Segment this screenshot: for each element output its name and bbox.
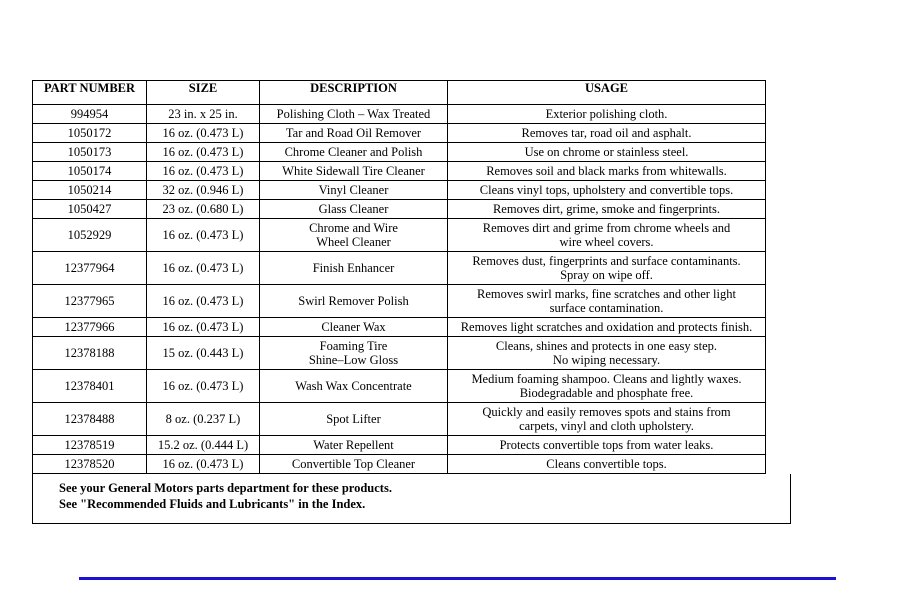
cell-description (260, 200, 448, 219)
cell-part-number: 12378520 (33, 455, 147, 474)
cell-part-number: 1050214 (33, 181, 147, 200)
cell-usage-line: Protects convertible tops from water leaks. (499, 437, 714, 452)
cell-usage (448, 143, 766, 162)
cell-size: 16 oz. (0.473 L) (147, 162, 260, 181)
cell-usage-line: Biodegradable and phosphate free. (519, 386, 694, 400)
cell-part-number: 12378401 (33, 370, 147, 403)
cell-usage (448, 124, 766, 143)
cell-part-number: 12377964 (33, 252, 147, 285)
cell-part-number: 1052929 (33, 219, 147, 252)
cell-usage (448, 162, 766, 181)
cell-description (260, 337, 448, 370)
cell-usage-line: Cleans vinyl tops, upholstery and convertible tops. (479, 182, 734, 197)
header-part-number: PART NUMBER (33, 81, 147, 105)
page-divider-rule (79, 577, 836, 580)
table-row (33, 162, 766, 181)
cell-description (260, 285, 448, 318)
cell-description (260, 162, 448, 181)
cell-description-line: Chrome Cleaner and Polish (284, 144, 423, 159)
cell-usage-line: Cleans, shines and protects in one easy step. (495, 338, 718, 353)
table-row (33, 370, 766, 403)
cell-usage-line: Cleans convertible tops. (546, 456, 667, 471)
header-size: SIZE (147, 81, 260, 105)
table-row (33, 143, 766, 162)
cell-usage (448, 200, 766, 219)
cell-usage (448, 219, 766, 252)
cell-usage-line: Removes soil and black marks from whitewalls. (486, 163, 727, 178)
cell-description (260, 436, 448, 455)
cell-part-number: 994954 (33, 105, 147, 124)
table-row (33, 285, 766, 318)
cell-description (260, 370, 448, 403)
cell-usage-line: wire wheel covers. (559, 235, 654, 249)
cell-size: 16 oz. (0.473 L) (147, 455, 260, 474)
cell-size: 32 oz. (0.946 L) (147, 181, 260, 200)
cell-usage-line: Removes dirt, grime, smoke and fingerprints. (492, 201, 721, 216)
footnote-line-2: See "Recommended Fluids and Lubricants" in the Index. (59, 497, 366, 511)
cell-description (260, 143, 448, 162)
cell-size: 8 oz. (0.237 L) (147, 403, 260, 436)
table-row (33, 200, 766, 219)
cell-description-line: Foaming Tire (319, 338, 388, 353)
cell-description-line: Water Repellent (313, 437, 394, 452)
table-row (33, 219, 766, 252)
cell-part-number: 12377965 (33, 285, 147, 318)
cell-description-line: Tar and Road Oil Remover (285, 125, 422, 140)
cell-description-line: Wheel Cleaner (316, 235, 391, 249)
table-footnote (32, 474, 791, 524)
cell-description (260, 403, 448, 436)
cell-description (260, 318, 448, 337)
cell-usage (448, 337, 766, 370)
cell-size: 16 oz. (0.473 L) (147, 252, 260, 285)
cell-usage-line: Removes tar, road oil and asphalt. (521, 125, 692, 140)
footnote-line-1: See your General Motors parts department for these products. (59, 481, 392, 495)
cell-description-line: Shine–Low Gloss (308, 353, 399, 367)
cell-description (260, 124, 448, 143)
cell-description-line: Finish Enhancer (312, 260, 395, 275)
cell-description (260, 219, 448, 252)
cell-description-line: Vinyl Cleaner (318, 182, 389, 197)
cell-description-line: Glass Cleaner (318, 201, 389, 216)
cell-part-number: 12378488 (33, 403, 147, 436)
header-description: DESCRIPTION (260, 81, 448, 105)
cell-usage-line: Medium foaming shampoo. Cleans and lightly waxes. (471, 371, 742, 386)
cell-size: 16 oz. (0.473 L) (147, 219, 260, 252)
table-row (33, 403, 766, 436)
cell-usage-line: Spray on wipe off. (560, 268, 653, 282)
cell-usage (448, 105, 766, 124)
cell-description (260, 455, 448, 474)
cell-description-line: Polishing Cloth – Wax Treated (276, 106, 431, 121)
table-body (33, 105, 766, 474)
table-row (33, 105, 766, 124)
cell-description (260, 252, 448, 285)
cell-usage (448, 285, 766, 318)
cell-part-number: 1050427 (33, 200, 147, 219)
table-row (33, 124, 766, 143)
cell-description-line: Convertible Top Cleaner (291, 456, 416, 471)
table-row (33, 252, 766, 285)
cell-usage (448, 318, 766, 337)
appearance-care-parts-table (32, 80, 766, 474)
table-row (33, 181, 766, 200)
cell-size: 16 oz. (0.473 L) (147, 143, 260, 162)
cell-description-line: Spot Lifter (326, 411, 381, 426)
cell-usage-line: Removes dust, fingerprints and surface contaminants. (472, 253, 741, 268)
cell-usage-line: Removes dirt and grime from chrome wheels and (482, 220, 731, 235)
cell-part-number: 1050174 (33, 162, 147, 181)
cell-description-line: Swirl Remover Polish (298, 293, 409, 308)
cell-description-line: Chrome and Wire (309, 220, 398, 235)
table-row (33, 318, 766, 337)
cell-usage-line: Use on chrome or stainless steel. (524, 144, 689, 159)
cell-usage (448, 436, 766, 455)
cell-description (260, 181, 448, 200)
cell-usage-line: No wiping necessary. (552, 353, 661, 367)
cell-part-number: 12378519 (33, 436, 147, 455)
cell-part-number: 1050172 (33, 124, 147, 143)
cell-usage-line: Removes light scratches and oxidation and protects finish. (460, 319, 753, 334)
cell-size: 16 oz. (0.473 L) (147, 124, 260, 143)
cell-usage (448, 403, 766, 436)
cell-size: 16 oz. (0.473 L) (147, 370, 260, 403)
cell-part-number: 1050173 (33, 143, 147, 162)
cell-part-number: 12377966 (33, 318, 147, 337)
cell-size: 16 oz. (0.473 L) (147, 285, 260, 318)
cell-size: 23 in. x 25 in. (147, 105, 260, 124)
cell-usage-line: carpets, vinyl and cloth upholstery. (519, 419, 694, 433)
appearance-care-parts-table-container (32, 80, 765, 524)
cell-size: 23 oz. (0.680 L) (147, 200, 260, 219)
cell-usage (448, 455, 766, 474)
header-usage: USAGE (448, 81, 766, 105)
cell-usage-line: surface contamination. (549, 301, 664, 315)
cell-size: 15.2 oz. (0.444 L) (147, 436, 260, 455)
cell-usage-line: Exterior polishing cloth. (545, 106, 668, 121)
cell-part-number: 12378188 (33, 337, 147, 370)
cell-usage (448, 252, 766, 285)
cell-description-line: Wash Wax Concentrate (295, 378, 412, 393)
cell-usage (448, 181, 766, 200)
cell-description-line: Cleaner Wax (321, 319, 386, 334)
cell-description-line: White Sidewall Tire Cleaner (282, 163, 425, 178)
cell-usage-line: Quickly and easily removes spots and stains from (482, 404, 731, 419)
table-row (33, 337, 766, 370)
table-header-row (33, 81, 766, 105)
cell-size: 15 oz. (0.443 L) (147, 337, 260, 370)
table-row (33, 436, 766, 455)
table-row (33, 455, 766, 474)
cell-description (260, 105, 448, 124)
cell-usage-line: Removes swirl marks, fine scratches and other light (477, 286, 736, 301)
cell-usage (448, 370, 766, 403)
cell-size: 16 oz. (0.473 L) (147, 318, 260, 337)
